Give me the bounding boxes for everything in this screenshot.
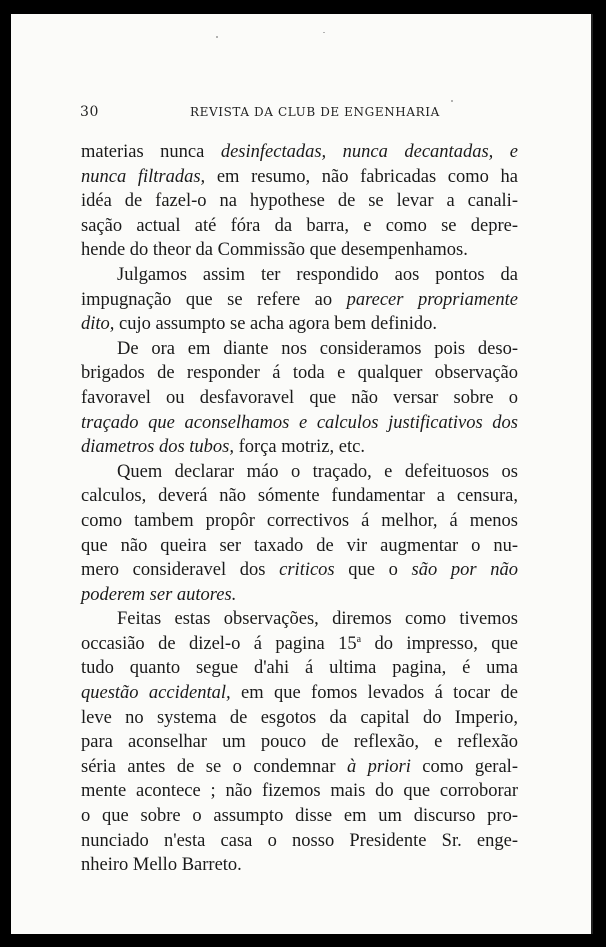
italic-text: criticos [279,560,335,581]
text-run: cujo assumpto se acha agora bem definido. [114,314,438,335]
body-text [81,140,518,878]
text-line [81,656,518,681]
italic-text: são por não [411,560,518,581]
italic-text: poderem ser autores. [81,584,237,605]
text-run: em que fomos levados á tocar de [230,683,518,704]
text-run: De ora em diante nos consideramos pois deso- [117,338,518,359]
text-line [81,238,518,263]
text-line [81,829,518,854]
text-line [81,361,518,386]
italic-text: diametros dos tubos, [81,437,234,458]
paper-speck [216,36,218,38]
text-run: materias nunca [81,142,221,162]
text-run: que não queira ser taxado de vir augmentar o nu- [81,535,518,556]
text-line [81,804,518,829]
text-run: Feitas estas observações, diremos como tivemos [117,609,518,630]
text-line [81,411,518,436]
text-line [81,755,518,780]
text-line [81,534,518,559]
text-run: como geral- [410,756,518,777]
text-run: sação actual até fóra da barra, e como se depre- [81,215,518,236]
text-run: em resumo, não fabricadas como ha [205,166,518,187]
text-run: leve no systema de esgotos da capital do Imperio, [81,707,518,728]
text-run: mero consideravel dos [81,560,280,581]
text-line [81,263,518,288]
text-line [81,681,518,706]
text-run: Quem declarar máo o traçado, e defeituosos os [117,461,518,482]
text-line [81,337,518,362]
text-run: Julgamos assim ter respondido aos pontos da [117,264,518,285]
text-run: occasião de dizel-o á pagina 15 [81,633,357,654]
italic-text: à priori [346,756,411,777]
text-run: do impresso, que [361,633,518,654]
text-run: que o [334,560,412,581]
italic-text: parecer propriamente [346,289,518,310]
text-line [81,607,518,632]
text-line [81,583,518,608]
text-run: nunciado n'esta casa o nosso Presidente Sr. enge- [81,830,518,851]
italic-text: traçado que aconselhamos e calculos justificativos dos [81,412,518,433]
italic-text: desinfectadas, nunca decantadas, e [220,142,518,162]
text-line [81,632,518,657]
text-line [81,288,518,313]
running-title: REVISTA DA CLUB DE ENGENHARIA [190,105,440,119]
italic-text: dito, [81,314,115,335]
text-line [81,214,518,239]
text-line [81,386,518,411]
text-line [81,435,518,460]
text-run: brigados de responder á toda e qualquer observação [81,363,518,384]
text-line [81,730,518,755]
text-run: o que sobre o assumpto disse em um discurso pro- [81,806,518,827]
italic-text: questão accidental, [81,683,231,704]
text-run: tudo quanto segue d'ahi á ultima pagina, é uma [81,658,518,679]
text-line [81,706,518,731]
text-line [81,140,518,165]
text-line [81,189,518,214]
text-run: como tambem propôr correctivos á melhor, á menos [81,510,518,531]
text-run: idéa de fazel-o na hypothese de se levar a canali- [81,191,518,212]
italic-text: nunca filtradas, [81,166,206,187]
text-line [81,558,518,583]
text-line [81,509,518,534]
text-run: hende do theor da Commissão que desempenhamos. [81,240,468,261]
paper-speck [451,100,453,102]
paper-speck [323,32,325,33]
text-run: calculos, deverá não sómente fundamentar a censura, [81,486,518,507]
text-run: mente acontece ; não fizemos mais do que corroborar [81,781,518,802]
text-line [81,853,518,878]
text-run: favoravel ou desfavoravel que não versar sobre o [81,387,518,408]
text-run: impugnação que se refere ao [81,289,347,310]
text-line [81,165,518,190]
superscript: a [356,633,362,645]
text-line [81,484,518,509]
text-line [81,460,518,485]
text-line [81,779,518,804]
text-run: séria antes de se o condemnar [81,756,347,777]
page-number: 30 [80,104,100,120]
text-run: força motriz, etc. [233,437,365,458]
text-run: para aconselhar um pouco de reflexão, e reflexão [81,732,518,753]
text-line [81,312,518,337]
text-run: nheiro Mello Barreto. [81,855,242,876]
